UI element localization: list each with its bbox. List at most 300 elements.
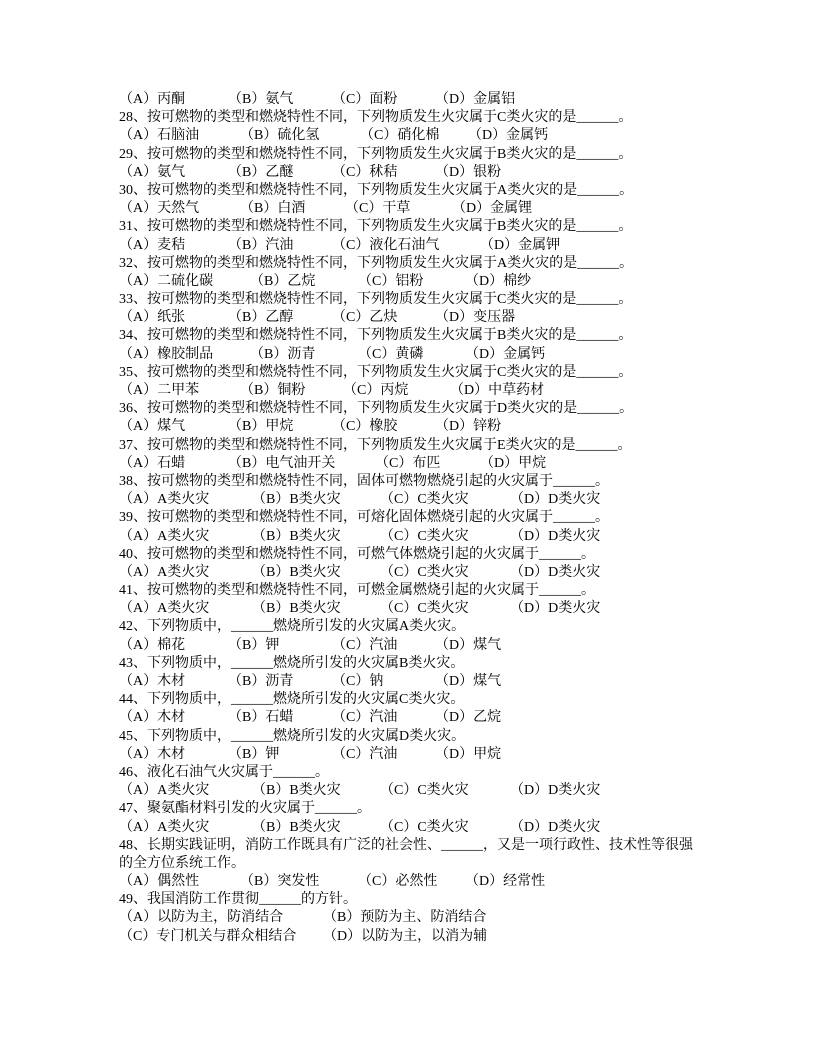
question-43-stem [119,655,709,673]
question-number: 29、 [119,146,147,162]
option-label: （B） [228,92,266,107]
question-number: 32、 [119,255,147,271]
option-label: （D） [510,492,549,508]
option-a [119,637,185,655]
question-text: 的全方位系统工作。 [119,855,245,871]
option-text: 黄磷 [395,346,424,362]
option-text: 石脑油 [157,128,200,144]
option-label: （A） [119,310,158,326]
option-text: 二甲苯 [157,383,200,398]
option-d [468,127,548,145]
option-label: （A） [119,383,158,398]
option-c [332,164,397,182]
option-b [252,528,341,546]
option-text: A类火灾 [157,819,210,835]
option-label: （A） [119,637,158,653]
option-label: （C） [380,564,418,580]
option-label: （C） [380,492,418,508]
option-text: 白酒 [277,201,306,217]
option-label: （C） [332,746,370,762]
option-label: （C） [332,674,370,689]
option-label: （D） [435,310,474,326]
option-a [119,782,209,800]
options-line-38 [119,491,709,509]
option-b [228,673,293,691]
option-a [119,127,199,145]
option-label: （A） [119,874,158,890]
question-text: 按可燃物的类型和燃烧特性不同，下列物质发生火灾属于C类火灾的是______。 [147,292,633,308]
question-35-stem [119,364,709,382]
option-label: （D） [435,710,474,726]
question-number: 30、 [119,182,147,198]
option-a [119,164,185,182]
options-line-48 [119,873,709,891]
option-label: （C） [332,637,370,653]
option-a [119,564,209,582]
option-text: B类火灾 [289,492,341,508]
question-number: 28、 [119,110,147,126]
option-label: （D） [435,92,474,107]
question-31-stem [119,218,709,236]
option-label: （D） [452,201,491,217]
option-d [435,709,501,727]
option-label: （B） [228,674,266,689]
question-number: 47、 [119,801,147,817]
option-c [343,382,408,400]
question-34-stem [119,327,709,345]
option-d [480,455,546,473]
option-label: （D） [435,637,474,653]
option-label: （B） [228,164,266,180]
option-a [119,237,185,255]
question-44-stem [119,691,709,709]
option-text: 必然性 [395,874,438,890]
option-b [252,782,341,800]
option-label: （B） [228,637,266,653]
option-d [510,491,600,509]
option-text: D类火灾 [548,783,601,799]
option-b [323,909,486,927]
option-label: （A） [119,201,158,217]
option-text: 汽油 [369,637,398,653]
option-a [119,746,185,764]
option-a [119,382,199,400]
question-text: 按可燃物的类型和燃烧特性不同，可燃气体燃烧引起的火灾属于______。 [147,546,595,562]
option-label: （A） [119,910,158,926]
option-label: （C） [358,273,396,289]
option-label: （C） [332,92,370,107]
option-label: （D） [480,237,519,253]
option-label: （A） [119,273,158,289]
option-label: （A） [119,746,158,762]
option-label: （C） [345,201,383,217]
option-label: （C） [332,710,370,726]
option-text: 丙酮 [157,92,186,107]
option-d [435,673,501,691]
option-b [240,873,319,891]
option-d [480,237,560,255]
option-a [119,819,209,837]
options-line-33 [119,309,709,327]
question-text: 按可燃物的类型和燃烧特性不同，可燃金属燃烧引起的火灾属于______。 [147,583,595,599]
option-a [119,673,185,691]
option-a [119,528,209,546]
option-b [228,309,293,327]
option-label: （B） [252,783,290,799]
option-b [228,637,279,655]
options-line-49-row2 [119,928,709,946]
option-label: （D） [510,601,549,617]
question-text: 按可燃物的类型和燃烧特性不同，下列物质发生火灾属于A类火灾的是______。 [147,255,634,271]
option-text: D类火灾 [548,564,601,580]
question-49-stem [119,891,709,909]
option-label: （D） [468,128,507,144]
option-label: （C） [332,419,370,435]
question-48-stem-continued [119,855,709,873]
option-d [435,309,515,327]
option-a [119,709,185,727]
option-label: （A） [119,819,158,835]
option-label: （A） [119,455,158,471]
question-28-stem [119,109,709,127]
options-line-35 [119,382,709,400]
option-b [228,418,293,436]
option-c [332,237,439,255]
options-line-34 [119,346,709,364]
question-number: 39、 [119,510,147,526]
option-text: 氨气 [157,164,186,180]
option-c [380,564,469,582]
option-text: 硫化氢 [277,128,320,144]
option-text: D类火灾 [548,492,601,508]
option-d [435,637,501,655]
option-label: （C） [358,874,396,890]
options-line-37 [119,455,709,473]
option-c [332,709,397,727]
option-text: 煤气 [473,674,502,689]
option-label: （D） [510,564,549,580]
option-label: （A） [119,128,158,144]
option-text: 液化石油气 [369,237,440,253]
question-39-stem [119,509,709,527]
question-list [119,91,709,946]
options-line-27 [119,91,709,109]
option-label: （B） [252,492,290,508]
question-text: 按可燃物的类型和燃烧特性不同，下列物质发生火灾属于A类火灾的是______。 [147,182,634,198]
option-c [119,928,296,946]
option-label: （B） [240,128,278,144]
option-label: （C） [380,819,418,835]
option-b [228,164,293,182]
option-text: 锌粉 [473,419,502,435]
question-number: 42、 [119,619,147,635]
question-number: 40、 [119,546,147,562]
option-label: （B） [240,383,278,398]
option-text: 电气油开关 [265,455,336,471]
option-label: （B） [228,710,266,726]
options-line-36 [119,418,709,436]
option-a [119,600,209,618]
option-label: （B） [240,874,278,890]
option-b [228,455,335,473]
question-number: 44、 [119,692,147,708]
option-a [119,346,213,364]
option-text: A类火灾 [157,564,210,580]
options-line-47 [119,819,709,837]
option-label: （C） [332,164,370,180]
question-42-stem [119,618,709,636]
option-b [240,200,305,218]
options-line-43 [119,673,709,691]
question-45-stem [119,728,709,746]
option-label: （B） [228,746,266,762]
option-label: （C） [380,783,418,799]
option-text: 麦秸 [157,237,186,253]
option-a [119,491,209,509]
option-text: 专门机关与群众相结合 [156,928,297,944]
option-a [119,909,283,927]
option-label: （D） [465,273,504,289]
option-text: B类火灾 [289,528,341,544]
options-line-41 [119,600,709,618]
option-c [380,600,469,618]
option-text: B类火灾 [289,564,341,580]
option-text: 木材 [157,674,186,689]
question-number: 49、 [119,892,147,908]
option-d [435,746,501,764]
question-text: 按可燃物的类型和燃烧特性不同，下列物质发生火灾属于D类火灾的是______。 [147,401,634,417]
option-label: （D） [323,928,362,944]
option-text: 橡胶 [369,419,398,435]
option-text: 二硫化碳 [157,273,214,289]
option-text: 金属锂 [490,201,533,217]
option-text: C类火灾 [417,819,469,835]
option-text: 纸张 [157,310,186,326]
question-40-stem [119,546,709,564]
question-32-stem [119,255,709,273]
option-text: 钠 [369,674,384,689]
option-text: 面粉 [369,92,398,107]
option-label: （C） [332,237,370,253]
option-label: （C） [343,383,381,398]
option-label: （B） [228,455,266,471]
question-text: 按可燃物的类型和燃烧特性不同，下列物质发生火灾属于E类火灾的是______。 [147,437,632,453]
option-label: （B） [240,201,278,217]
option-label: （C） [380,528,418,544]
option-b [252,600,341,618]
option-b [252,564,341,582]
option-label: （D） [510,528,549,544]
question-37-stem [119,437,709,455]
option-c [332,637,397,655]
option-text: C类火灾 [417,492,469,508]
option-d [510,528,600,546]
option-a [119,273,213,291]
question-30-stem [119,182,709,200]
option-text: 丙烷 [380,383,409,398]
option-text: 氨气 [265,92,294,107]
option-c [360,127,439,145]
option-c [358,873,437,891]
options-line-39 [119,528,709,546]
option-label: （B） [228,310,266,326]
option-text: A类火灾 [157,601,210,617]
option-text: 沥青 [287,346,316,362]
option-d [465,873,545,891]
question-number: 33、 [119,292,147,308]
option-label: （C） [375,455,413,471]
option-label: （A） [119,564,158,580]
question-text: 长期实践证明，消防工作既具有广泛的社会性、______，又是一项行政性、技术性等很强 [147,837,693,853]
option-text: 变压器 [473,310,516,326]
option-text: 金属钾 [518,237,561,253]
option-text: 布匹 [412,455,441,471]
option-label: （D） [465,346,504,362]
option-b [250,273,315,291]
question-text: 聚氨酯材料引发的火灾属于______。 [147,801,371,817]
question-36-stem [119,400,709,418]
option-text: C类火灾 [417,783,469,799]
option-label: （B） [323,910,361,926]
option-a [119,418,185,436]
option-b [228,237,293,255]
option-d [465,346,545,364]
option-text: 棉纱 [503,273,532,289]
option-text: D类火灾 [548,528,601,544]
option-label: （B） [252,564,290,580]
option-text: 汽油 [369,746,398,762]
option-text: 突发性 [277,874,320,890]
option-label: （D） [510,783,549,799]
option-c [332,746,397,764]
question-text: 下列物质中，______燃烧所引发的火灾属C类火灾。 [147,692,465,708]
option-c [380,782,469,800]
option-label: （B） [250,346,288,362]
option-text: C类火灾 [417,564,469,580]
option-text: 沥青 [265,674,294,689]
option-c [375,455,440,473]
option-text: 金属钙 [506,128,549,144]
option-b [228,709,293,727]
option-label: （C） [332,310,370,326]
option-text: 偶然性 [157,874,200,890]
option-d [323,928,487,946]
option-d [450,382,544,400]
options-line-45 [119,746,709,764]
question-text: 下列物质中，______燃烧所引发的火灾属A类火灾。 [147,619,466,635]
option-text: 天然气 [157,201,200,217]
option-text: 中草药材 [488,383,545,398]
option-text: 金属钙 [503,346,546,362]
option-label: （A） [119,92,158,107]
option-label: （B） [252,601,290,617]
option-d [435,91,515,109]
options-line-49-row1 [119,909,709,927]
option-c [332,91,397,109]
question-33-stem [119,291,709,309]
question-number: 43、 [119,655,147,671]
option-b [252,819,341,837]
option-text: 秫秸 [369,164,398,180]
option-text: B类火灾 [289,819,341,835]
option-text: B类火灾 [289,783,341,799]
option-label: （A） [119,419,158,435]
option-text: B类火灾 [289,601,341,617]
option-text: 煤气 [157,419,186,435]
option-text: 汽油 [265,237,294,253]
option-text: 甲烷 [518,455,547,471]
question-number: 34、 [119,328,147,344]
option-a [119,200,199,218]
question-number: 48、 [119,837,147,853]
question-41-stem [119,582,709,600]
option-text: C类火灾 [417,528,469,544]
options-line-28 [119,127,709,145]
option-b [228,746,279,764]
question-text: 下列物质中，______燃烧所引发的火灾属B类火灾。 [147,655,465,671]
options-line-46 [119,782,709,800]
question-46-stem [119,764,709,782]
option-c [380,819,469,837]
option-b [240,382,305,400]
option-label: （A） [119,710,158,726]
question-number: 35、 [119,364,147,380]
option-c [332,309,397,327]
question-text: 下列物质中，______燃烧所引发的火灾属D类火灾。 [147,728,466,744]
question-29-stem [119,146,709,164]
question-number: 38、 [119,473,147,489]
option-label: （A） [119,492,158,508]
option-d [510,782,600,800]
option-label: （B） [228,237,266,253]
option-text: 银粉 [473,164,502,180]
option-text: 石蜡 [265,710,294,726]
option-label: （D） [435,164,474,180]
question-48-stem [119,837,709,855]
option-label: （C） [380,601,418,617]
options-line-44 [119,709,709,727]
options-line-32 [119,273,709,291]
option-b [228,91,293,109]
option-text: 铜粉 [277,383,306,398]
option-text: 以防为主，以消为辅 [361,928,488,944]
option-label: （D） [435,746,474,762]
options-line-30 [119,200,709,218]
option-d [510,819,600,837]
option-text: A类火灾 [157,528,210,544]
option-label: （B） [252,528,290,544]
option-text: 经常性 [503,874,546,890]
option-text: 硝化棉 [397,128,440,144]
option-text: 乙炔 [369,310,398,326]
option-c [332,418,397,436]
option-text: 橡胶制品 [157,346,214,362]
options-line-40 [119,564,709,582]
option-text: 乙醚 [265,164,294,180]
option-label: （A） [119,528,158,544]
option-text: 汽油 [369,710,398,726]
option-label: （B） [250,273,288,289]
option-text: 煤气 [473,637,502,653]
question-number: 36、 [119,401,147,417]
question-text: 按可燃物的类型和燃烧特性不同，下列物质发生火灾属于B类火灾的是______。 [147,219,633,235]
option-label: （B） [228,419,266,435]
option-text: 乙醇 [265,310,294,326]
option-text: A类火灾 [157,492,210,508]
option-text: 钾 [265,637,280,653]
option-text: 金属铝 [473,92,516,107]
question-text: 按可燃物的类型和燃烧特性不同，固体可燃物燃烧引起的火灾属于______。 [147,473,609,489]
